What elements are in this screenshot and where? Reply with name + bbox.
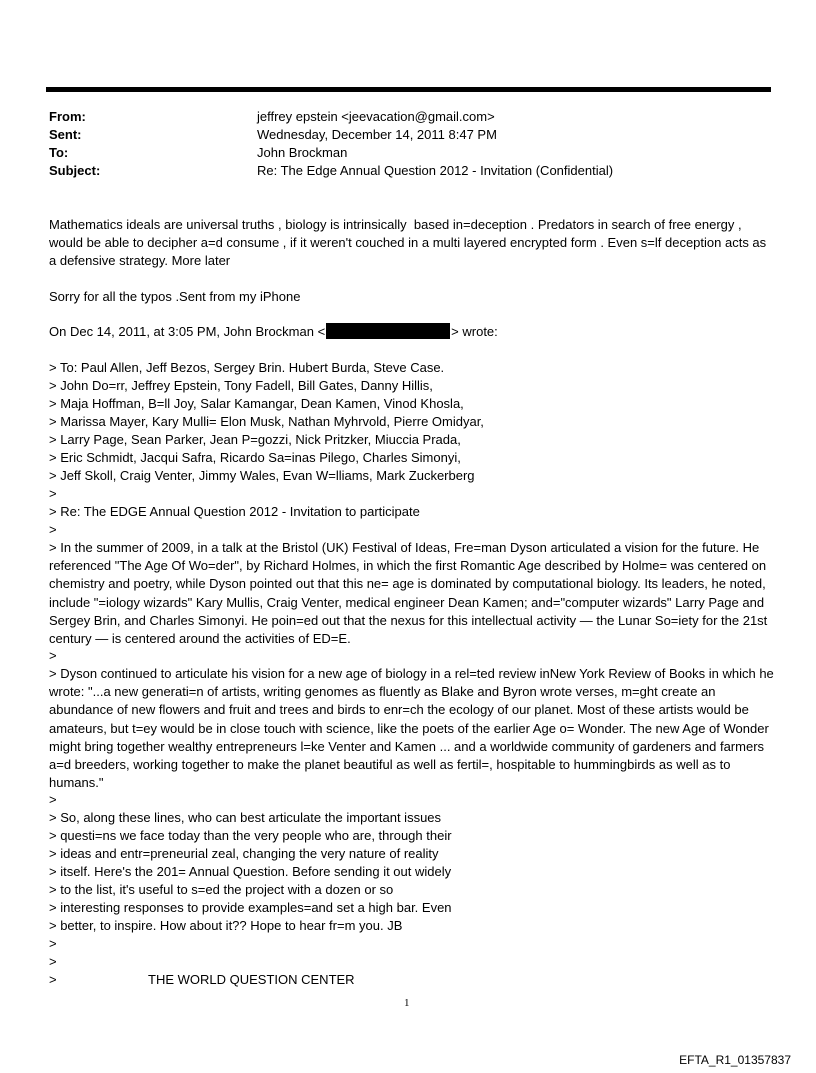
from-label: From:	[49, 109, 86, 124]
signature-line: Sorry for all the typos .Sent from my iPhone	[49, 289, 301, 304]
quoted-line: >	[49, 954, 57, 969]
quoted-line: >	[49, 936, 57, 951]
quoted-line: > itself. Here's the 201= Annual Question. Before sending it out widely	[49, 864, 452, 879]
attribution-prefix: On Dec 14, 2011, at 3:05 PM, John Brockman <	[49, 324, 326, 339]
subject-value: Re: The Edge Annual Question 2012 - Invitation (Confidential)	[257, 163, 614, 178]
quoted-line: > better, to inspire. How about it?? Hope to hear fr=m you. JB	[49, 918, 403, 933]
redaction-box	[326, 323, 450, 339]
sent-label: Sent:	[49, 127, 82, 142]
quoted-line: >	[49, 486, 57, 501]
header-rule	[46, 87, 771, 92]
page-number: 1	[404, 997, 410, 1009]
world-question-center-heading: THE WORLD QUESTION CENTER	[148, 972, 355, 987]
sent-value: Wednesday, December 14, 2011 8:47 PM	[257, 127, 497, 142]
dyson-paragraph-1: > In the summer of 2009, in a talk at the Bristol (UK) Festival of Ideas, Fre=man Dyson articulated a vision for the future. He referenced "The Age Of Wo=der", by Richard Holmes, in which the first Romantic Age described by Holme= was centered on chemistry and poetry, while Dyson pointed out that this ne= age is dominated by computational biology. Its leaders, he noted, include "=iology wizards" Kary Mullis, Craig Venter, medical engineer Dean Kamen; and="computer wizards" Larry Page and Sergey Brin, and Charles Simonyi. He poin=ed out that the nexus for this intellectual activity — the Lunar So=iety for the 21st century — is centered around the activities of ED=E.	[49, 540, 771, 647]
quoted-line: > So, along these lines, who can best articulate the important issues	[49, 810, 442, 825]
quoted-line: >	[49, 972, 57, 987]
message-paragraph: Mathematics ideals are universal truths , biology is intrinsically based in=deception . Predators in search of free energy , would be able to decipher a=d consume , if it weren't couched in a multi layered encrypted form . Even s=lf deception acts as a defensive strategy. More later	[49, 217, 770, 269]
to-value: John Brockman	[257, 145, 348, 160]
quoted-line: > interesting responses to provide examples=and set a high bar. Even	[49, 900, 452, 915]
quoted-line: > Marissa Mayer, Kary Mulli= Elon Musk, Nathan Myhrvold, Pierre Omidyar,	[49, 414, 484, 429]
dyson-paragraph-2: > Dyson continued to articulate his vision for a new age of biology in a rel=ted review inNew York Review of Books in which he wrote: "...a new generati=n of artists, writing genomes as fluently as Blake and Byron wrote verses, m=ght create an abundance of new flowers and fruit and trees and birds to enr=ch the ecology of our planet. Most of these artists would be amateurs, but t=ey would be in close touch with science, like the poets of the earlier Age o= Wonder. The new Age of Wonder might bring together wealthy entrepreneurs l=ke Venter and Kamen ... and a worldwide community of gardeners and farmers a=d breeders, working together to make the planet beautiful as well as fertil=, hospitable to hummingbirds as well as to humans."	[49, 666, 778, 791]
quoted-line: > to the list, it's useful to s=ed the project with a dozen or so	[49, 882, 394, 897]
quoted-line: > questi=ns we face today than the very people who are, through their	[49, 828, 452, 843]
quoted-line: >	[49, 648, 57, 663]
quoted-line: > Jeff Skoll, Craig Venter, Jimmy Wales, Evan W=lliams, Mark Zuckerberg	[49, 468, 475, 483]
quoted-line: > John Do=rr, Jeffrey Epstein, Tony Fadell, Bill Gates, Danny Hillis,	[49, 378, 433, 393]
quoted-line: > Eric Schmidt, Jacqui Safra, Ricardo Sa=inas Pilego, Charles Simonyi,	[49, 450, 461, 465]
quoted-line: > Re: The EDGE Annual Question 2012 - Invitation to participate	[49, 504, 420, 519]
attribution-suffix: > wrote:	[451, 324, 498, 339]
quoted-line: > Larry Page, Sean Parker, Jean P=gozzi, Nick Pritzker, Miuccia Prada,	[49, 432, 461, 447]
quote-attribution	[49, 323, 498, 341]
quoted-line: >	[49, 522, 57, 537]
from-value: jeffrey epstein <jeevacation@gmail.com>	[257, 109, 495, 124]
to-label: To:	[49, 145, 69, 160]
bates-number: EFTA_R1_01357837	[679, 1053, 791, 1067]
quoted-line: > Maja Hoffman, B=ll Joy, Salar Kamangar, Dean Kamen, Vinod Khosla,	[49, 396, 464, 411]
subject-label: Subject:	[49, 163, 101, 178]
quoted-line: > ideas and entr=preneurial zeal, changing the very nature of reality	[49, 846, 439, 861]
quoted-line: >	[49, 792, 57, 807]
quoted-line: > To: Paul Allen, Jeff Bezos, Sergey Brin. Hubert Burda, Steve Case.	[49, 360, 445, 375]
